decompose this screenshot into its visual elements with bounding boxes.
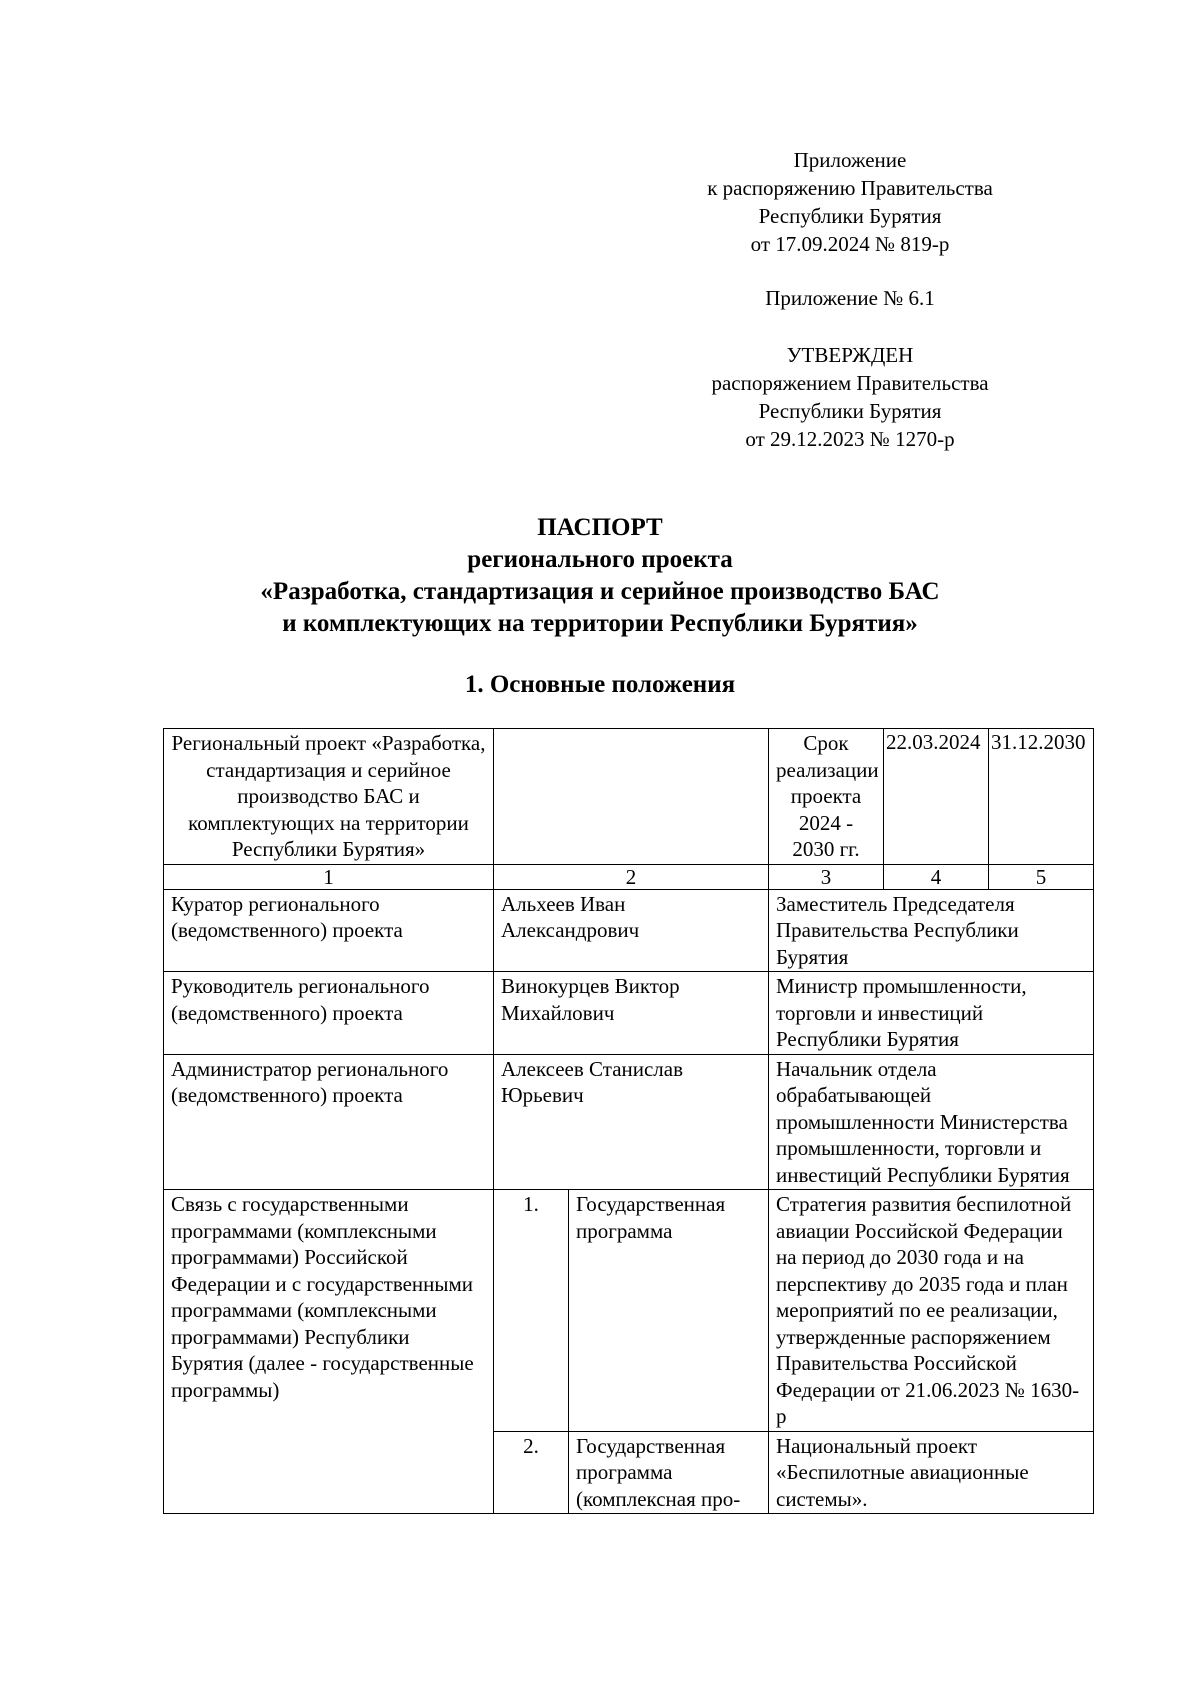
header-term-cell: Срок реализации проекта 2024 - 2030 гг. <box>769 729 884 865</box>
approval-line: УТВЕРЖДЕН <box>786 343 914 367</box>
program-number: 1. <box>494 1190 569 1432</box>
role-cell: Куратор регионального (ведомственного) проекта <box>164 889 494 972</box>
position-cell: Заместитель Председателя Правительства Республики Бурятия <box>769 889 1094 972</box>
person-cell: Альхеев Иван Александрович <box>494 889 769 972</box>
program-number: 2. <box>494 1431 569 1514</box>
annex-line: Республики Бурятия <box>758 204 942 228</box>
approval-block <box>660 341 1040 453</box>
position-cell: Министр промышленности, торговли и инвестиций Республики Бурятия <box>769 972 1094 1055</box>
table-row <box>164 889 1094 972</box>
role-cell: Администратор регионального (ведомственного) проекта <box>164 1054 494 1190</box>
person-cell: Винокурцев Виктор Михайлович <box>494 972 769 1055</box>
column-numbers-row <box>164 864 1094 889</box>
header-end-date: 31.12.2030 <box>989 729 1094 865</box>
document-title <box>100 512 1100 640</box>
programs-link-label: Связь с государственными программами (комплексными программами) Российской Федерации и с государственными программами (комплексными программами) Республики Бурятия (далее - государственные программы) <box>164 1190 494 1514</box>
annex-block <box>660 146 1040 258</box>
person-cell: Алексеев Станислав Юрьевич <box>494 1054 769 1190</box>
program-type: Государственная программа <box>569 1190 769 1432</box>
header-start-date: 22.03.2024 <box>884 729 989 865</box>
table-row <box>164 1054 1094 1190</box>
role-cell: Руководитель регионального (ведомственного) проекта <box>164 972 494 1055</box>
passport-table <box>163 728 1094 1514</box>
title-line: регионального проекта <box>467 546 733 573</box>
section-heading: 1. Основные положения <box>464 671 736 698</box>
title-line: и комплектующих на территории Республики Бурятия» <box>282 610 918 637</box>
appendix-number <box>660 284 1040 312</box>
annex-line: к распоряжению Правительства <box>707 176 993 200</box>
annex-line: Приложение <box>793 148 907 172</box>
table-header-row <box>164 729 1094 865</box>
position-cell: Начальник отдела обрабатывающей промышленности Министерства промышленности, торговли и инвестиций Республики Бурятия <box>769 1054 1094 1190</box>
approval-line: от 29.12.2023 № 1270-р <box>745 427 955 451</box>
annex-line: от 17.09.2024 № 819-р <box>750 232 950 256</box>
column-number: 2 <box>494 864 769 889</box>
column-number: 3 <box>769 864 884 889</box>
approval-line: распоряжением Правительства <box>711 371 989 395</box>
header-empty-cell <box>494 729 769 865</box>
title-line: ПАСПОРТ <box>537 514 663 541</box>
table-row <box>164 1190 1094 1432</box>
title-line: «Разработка, стандартизация и серийное производство БАС <box>260 578 940 605</box>
program-description: Национальный проект «Беспилотные авиационные системы». <box>769 1431 1094 1514</box>
appendix-label: Приложение № 6.1 <box>765 286 935 310</box>
column-number: 5 <box>989 864 1094 889</box>
table-row <box>164 972 1094 1055</box>
program-description: Стратегия развития беспилотной авиации Российской Федерации на период до 2030 года и на перспективу до 2035 года и план мероприятий по ее реализации, утвержденные распоряжением Правительства Российской Федерации от 21.06.2023 № 1630-р <box>769 1190 1094 1432</box>
column-number: 1 <box>164 864 494 889</box>
column-number: 4 <box>884 864 989 889</box>
header-project-cell: Региональный проект «Разработка, стандартизация и серийное производство БАС и комплектующих на территории Республики Бурятия» <box>164 729 494 865</box>
approval-line: Республики Бурятия <box>758 399 942 423</box>
program-type: Государственная программа (комплексная про- <box>569 1431 769 1514</box>
